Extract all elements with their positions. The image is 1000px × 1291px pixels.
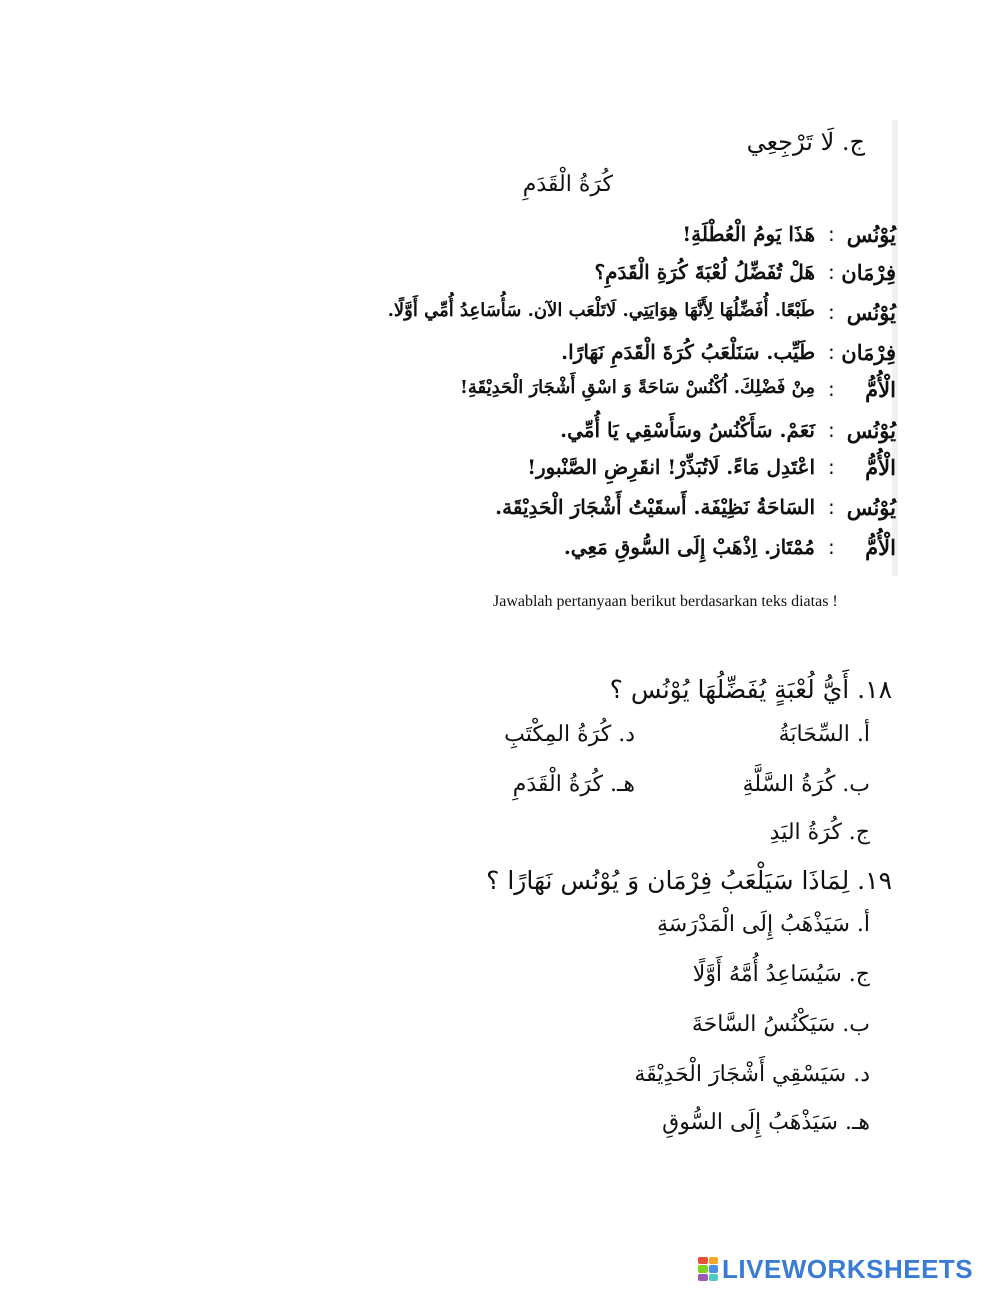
dialogue-line: نَعَمْ. سَأَكْنُسُ وسَأَسْقِي يَا أُمِّي.: [560, 418, 815, 442]
q18-option-d[interactable]: د. كُرَةُ المِكْتَبِ: [504, 722, 635, 747]
dialogue-row: [0, 377, 1000, 411]
speaker-name: الْأُمُّ: [865, 377, 896, 402]
colon: :: [828, 495, 835, 519]
liveworksheets-logo: [698, 1255, 973, 1283]
colon: :: [828, 260, 835, 284]
dialogue-line: اعْتَدِل مَاءً. لَاتُبَذِّرْ! انقَرِضِ الصَّنْبور!: [527, 455, 815, 479]
q19-option-e[interactable]: هـ. سَيَذْهَبُ إِلَى السُّوقِ: [662, 1110, 870, 1135]
dialogue-row: [0, 340, 1000, 374]
q19-option-a[interactable]: أ. سَيَذْهَبُ إِلَى الْمَدْرَسَةِ: [657, 912, 870, 937]
dialogue-line: طَبْعًا. أُفَضِّلُهَا لِأَنَّهَا هِوَايَتِي. لَاتَلْعَب الآن. سَأُسَاعِدُ أُمِّي أَوَّلًا.: [387, 300, 815, 321]
dialogue-row: [0, 260, 1000, 294]
q18-option-b[interactable]: ب. كُرَةُ السَّلَّةِ: [742, 772, 870, 797]
q18-option-a[interactable]: أ. السِّحَابَةُ: [778, 722, 870, 747]
previous-option-c: ج. لَا تَرْجِعِي: [746, 128, 865, 156]
speaker-name: يُوْنُس: [846, 418, 896, 443]
speaker-name: يُوْنُس: [846, 300, 896, 325]
logo-block: [709, 1265, 719, 1272]
dialogue-line: مُمْتَاز. اِذْهَبْ إِلَى السُّوقِ مَعِي.: [563, 535, 815, 559]
colon: :: [828, 340, 835, 364]
q19-option-c[interactable]: ج. سَيُسَاعِدُ أُمَّهُ أَوَّلًا: [692, 962, 870, 987]
dialogue-row: [0, 455, 1000, 489]
dialogue-row: [0, 535, 1000, 569]
q19-option-b[interactable]: ب. سَيَكْنُسُ السَّاحَةَ: [691, 1012, 870, 1037]
dialogue-line: هَلْ تُفَضِّلُ لُعْبَةَ كُرَةِ الْقَدَمِ؟: [594, 260, 815, 284]
logo-block: [709, 1274, 719, 1281]
speaker-name: يُوْنُس: [846, 222, 896, 247]
logo-block: [698, 1265, 708, 1272]
logo-block: [709, 1257, 719, 1264]
colon: :: [828, 535, 835, 559]
question-19: ١٩. لِمَاذَا سَيَلْعَبُ فِرْمَان وَ يُوْنُس نَهَارًا ؟: [486, 866, 892, 895]
colon: :: [828, 300, 835, 324]
logo-block: [698, 1274, 708, 1281]
instruction-text: Jawablah pertanyaan berikut berdasarkan teks diatas !: [493, 593, 838, 610]
logo-text: LIVEWORKSHEETS: [722, 1253, 974, 1284]
speaker-name: فِرْمَان: [841, 260, 896, 285]
logo-block: [698, 1257, 708, 1264]
q19-option-d[interactable]: د. سَيَسْقِي أَشْجَارَ الْحَدِيْقَة: [634, 1062, 870, 1087]
dialogue-row: [0, 495, 1000, 529]
q18-option-c[interactable]: ج. كُرَةُ اليَدِ: [769, 820, 870, 845]
dialogue-row: [0, 418, 1000, 452]
speaker-name: يُوْنُس: [846, 495, 896, 520]
q18-option-e[interactable]: هـ. كُرَةُ الْقَدَمِ: [512, 772, 635, 797]
dialogue-line: مِنْ فَضْلِكَ. اُكْنُسْ سَاحَةً وَ اسْقِ أَشْجَارَ الْحَدِيْقَةِ!: [460, 377, 815, 398]
question-18: ١٨. أَيُّ لُعْبَةٍ يُفَضِّلُهَا يُوْنُس ؟: [609, 675, 892, 704]
dialogue-line: السَاحَةُ نَظِيْفَة. أَسقَيْتُ أَشْجَارَ الْحَدِيْقَة.: [495, 495, 815, 519]
dialogue-row: [0, 222, 1000, 256]
dialogue-line: طَيِّب. سَنَلْعَبُ كُرَةَ الْقَدَمِ نَهَارًا.: [561, 340, 815, 364]
colon: :: [828, 418, 835, 442]
colon: :: [828, 455, 835, 479]
speaker-name: الْأُمُّ: [865, 455, 896, 480]
dialogue-row: [0, 300, 1000, 334]
logo-mark-icon: [698, 1257, 718, 1281]
colon: :: [828, 377, 835, 401]
speaker-name: فِرْمَان: [841, 340, 896, 365]
dialogue-line: هَذَا يَومُ الْعُطْلَةِ!: [682, 222, 815, 246]
speaker-name: الْأُمُّ: [865, 535, 896, 560]
text-title: كُرَةُ الْقَدَمِ: [522, 172, 613, 197]
colon: :: [828, 222, 835, 246]
